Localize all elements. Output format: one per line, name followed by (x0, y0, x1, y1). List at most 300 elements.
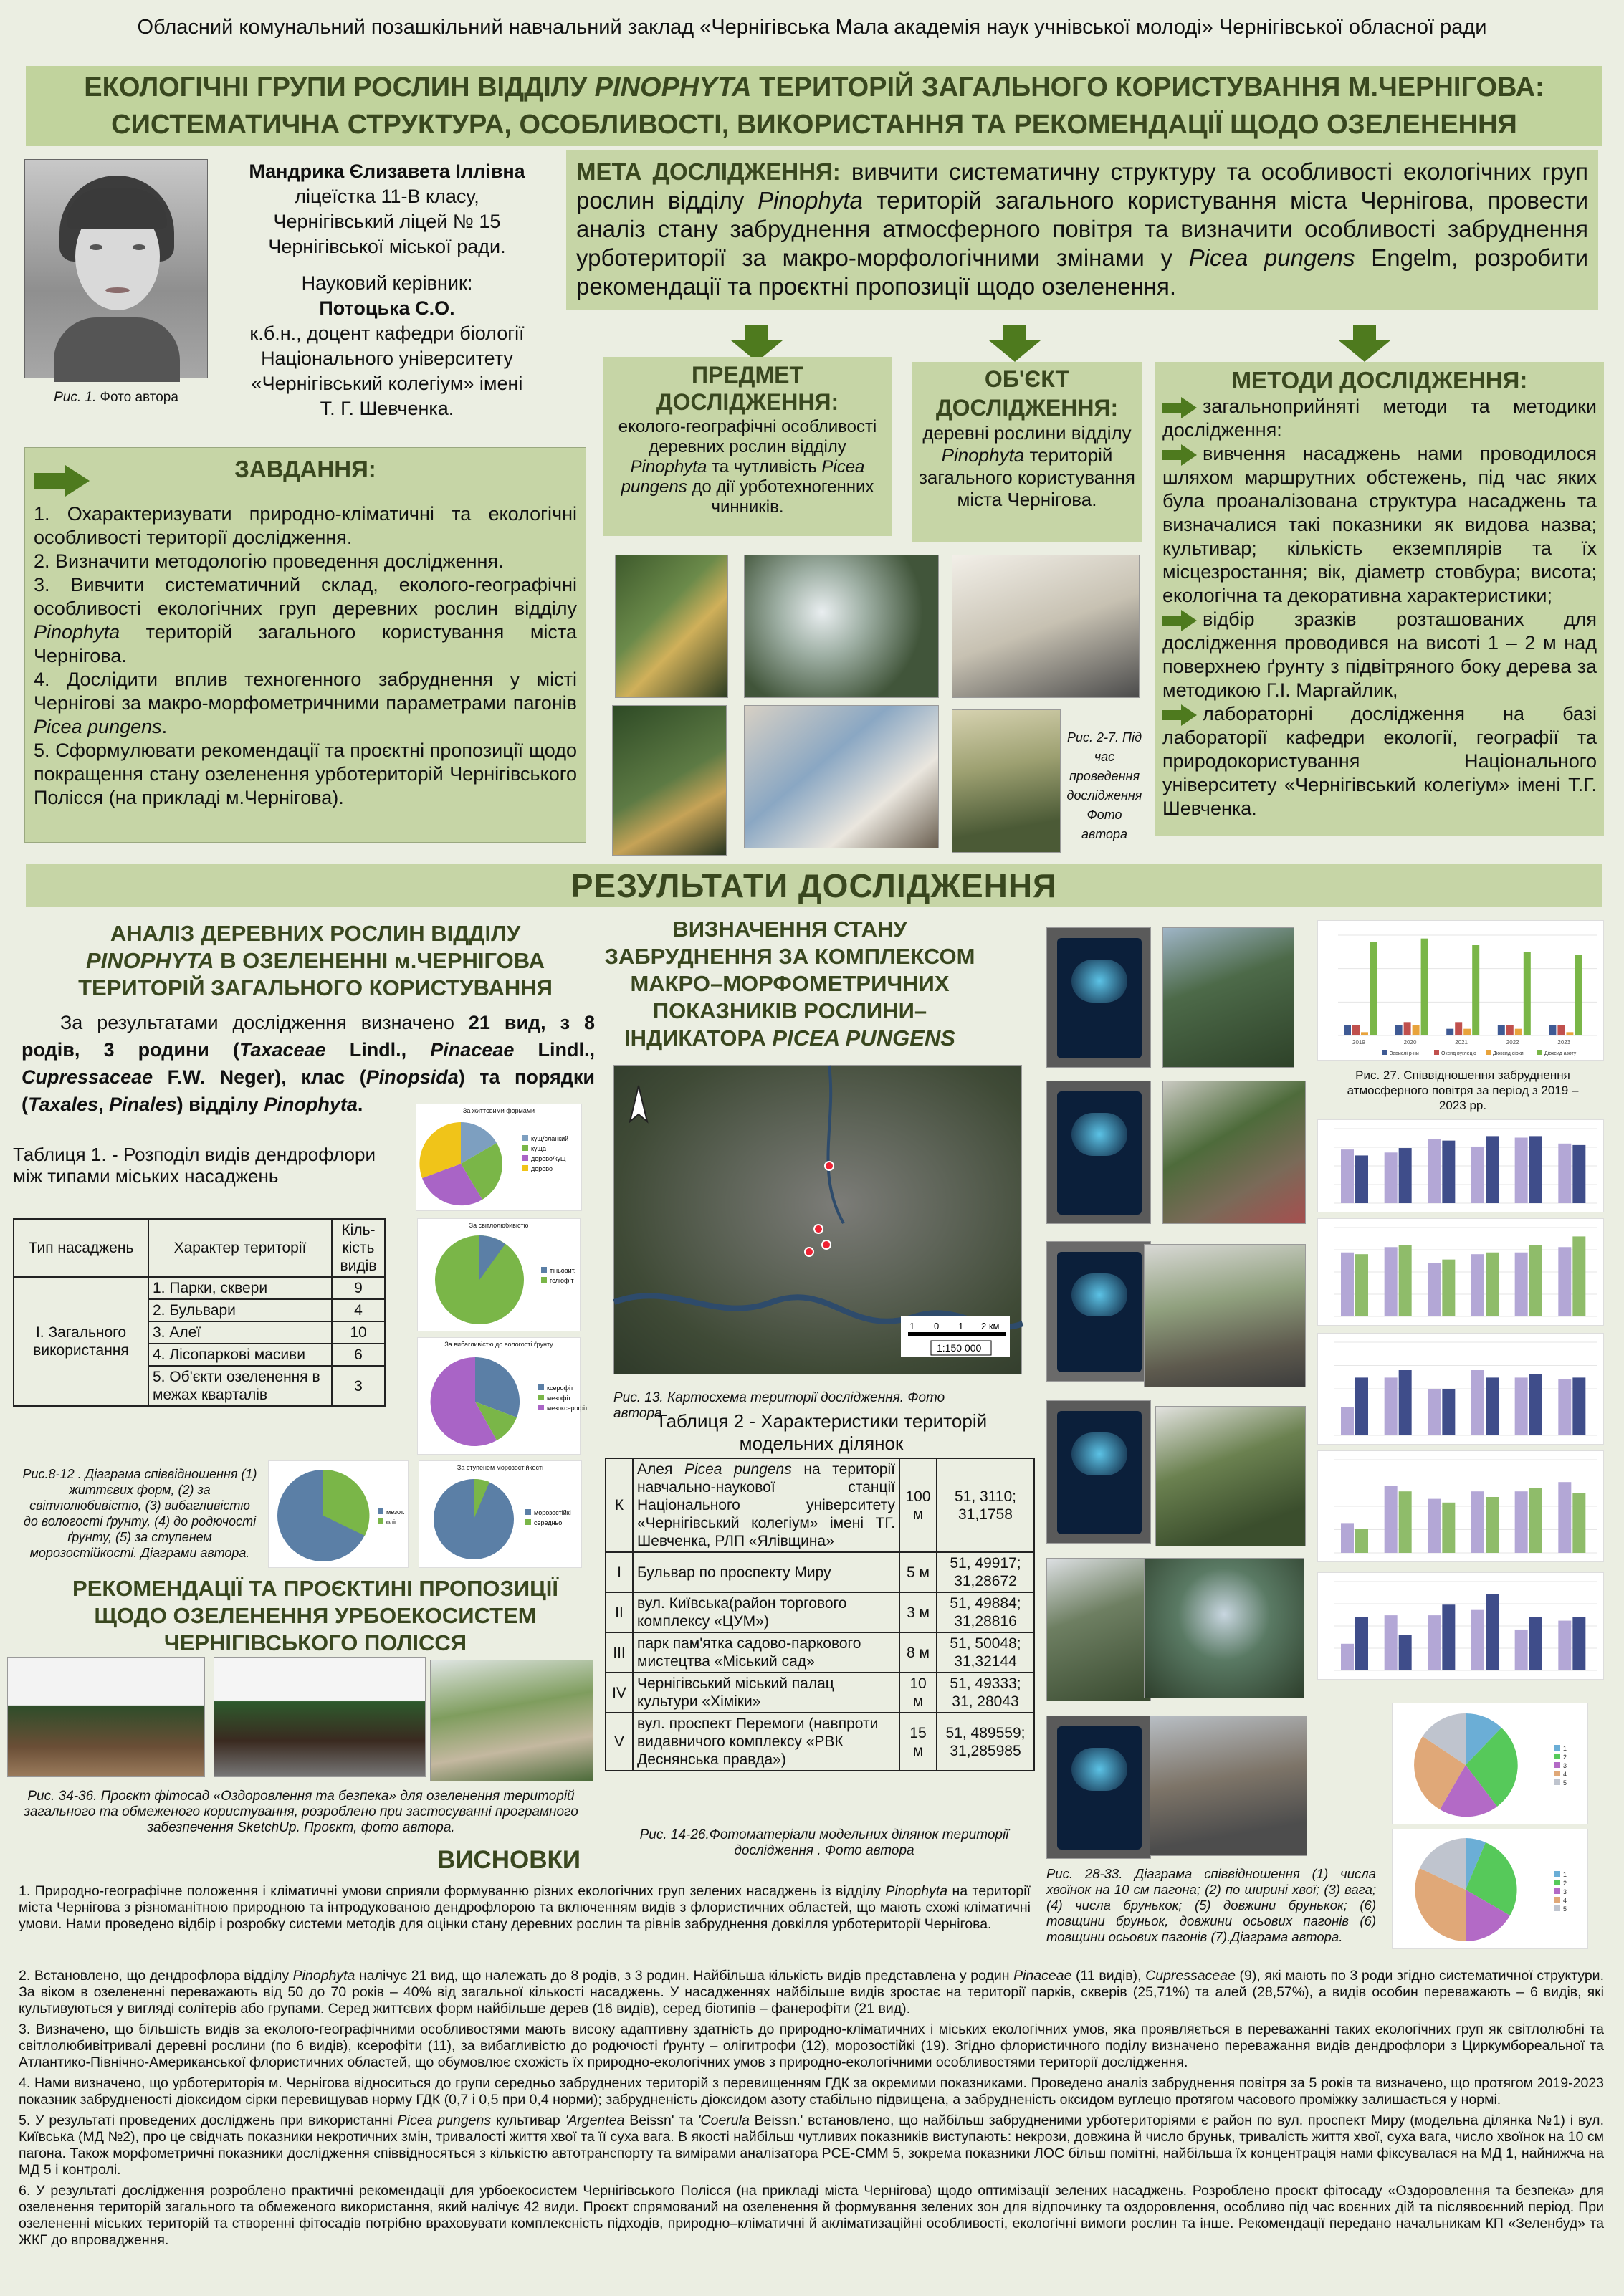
conclusion-5c: Beissn' та (624, 2113, 698, 2128)
table-row (606, 1458, 1034, 1552)
scale-label: 1 (909, 1321, 915, 1331)
state-h5-em: PICEA PUNGENS (772, 1025, 955, 1051)
bar (1355, 1377, 1368, 1435)
bar (1421, 939, 1428, 1035)
bar (1498, 1025, 1505, 1035)
goal-em2: Picea pungens (1188, 244, 1355, 271)
bar (1486, 1377, 1499, 1435)
pie-legend-label: мезофіт (547, 1395, 571, 1402)
bar (1558, 1621, 1571, 1670)
legend-swatch (1554, 1905, 1560, 1911)
model-sites-caption: Рис. 14-26.Фотоматеріали модельних ділянок території дослідження . Фото автора (639, 1827, 1009, 1858)
morphometry-pie-chart-1 (1392, 1703, 1588, 1824)
tasks-header (34, 452, 577, 492)
research-goal (566, 150, 1598, 310)
analysis-dot: . (357, 1094, 363, 1115)
pies-caption: Рис.8-12 . Діаграма співвідношення (1) життєвих форм, (2) за світлолюбивістю, (3) вибагливістю до вологості ґрунту, (4) до родючості ґрунту, (5) за ступенем морозостійкості. Діаграми автора. (22, 1467, 257, 1560)
method-3 (1162, 608, 1597, 702)
model-site-photo (1150, 1716, 1307, 1856)
methods-head: МЕТОДИ ДОСЛІДЖЕННЯ: (1231, 367, 1528, 393)
title-line2: СИСТЕМАТИЧНА СТРУКТУРА, ОСОБЛИВОСТІ, ВИКОРИСТАННЯ ТА РЕКОМЕНДАЦІЇ ЩОДО ОЗЕЛЕНЕННЯ (111, 110, 1517, 140)
task-4 (34, 668, 577, 739)
goal-label: МЕТА ДОСЛІДЖЕННЯ: (576, 158, 841, 185)
legend-label: Завислі р-ни (1390, 1051, 1419, 1056)
bar (1355, 1529, 1368, 1553)
scale-label: 0 (934, 1321, 940, 1331)
morphometry-bar-chart (1317, 1450, 1604, 1562)
table2-r3-desc: парк пам'ятка садово-паркового мистецтва «Міський сад» (633, 1632, 899, 1673)
task-3 (34, 573, 577, 668)
legend-swatch (1554, 1897, 1560, 1903)
supervisor-line2: Національного університету (261, 348, 513, 369)
x-tick-label: 2021 (1455, 1039, 1468, 1046)
table1-caption: Таблиця 1. - Розподіл видів дендрофлори між типами міських насаджень (13, 1144, 376, 1187)
legend-label: 5 (1563, 1779, 1567, 1786)
title-line1-pre: ЕКОЛОГІЧНІ ГРУПИ РОСЛИН ВІДДІЛУ (84, 72, 595, 102)
legend-label: 2 (1563, 1880, 1567, 1887)
task-1: 1. Охарактеризувати природно-кліматичні та екологічні особливості території дослідження. (34, 503, 577, 548)
bar (1572, 1145, 1585, 1203)
recommend-h2: ЩОДО ОЗЕЛЕНЕННЯ УРБОЕКОСИСТЕМ (94, 1603, 537, 1628)
conclusion-2b: налічує 21 вид, що належать до 8 родів, з 3 родин. Найбільша кількість видів представлена у родин (355, 1968, 1014, 1984)
pie-legend (1554, 1871, 1567, 1913)
table-row (606, 1673, 1034, 1713)
research-photo (952, 555, 1140, 698)
x-tick-label: 2020 (1403, 1039, 1417, 1046)
table2-r0-em: Picea pungens (684, 1461, 792, 1478)
bar (1399, 1491, 1412, 1553)
bar (1558, 1482, 1571, 1553)
bar (1515, 1253, 1528, 1316)
state-h3: МАКРО–МОРФОМЕТРИЧНИХ (630, 971, 950, 996)
map-marker (805, 1248, 813, 1256)
bar (1341, 1253, 1354, 1316)
bar (1471, 1254, 1484, 1316)
legend-label: 4 (1563, 1897, 1567, 1904)
table2-r3-id: III (606, 1632, 633, 1673)
analysis-h1: АНАЛІЗ ДЕРЕВНИХ РОСЛИН ВІДДІЛУ (110, 921, 521, 946)
bar (1572, 1617, 1585, 1670)
object-text (912, 422, 1142, 511)
arrow-right-icon (1181, 704, 1197, 726)
legend-label: Діоксид азоту (1544, 1051, 1577, 1056)
bar (1428, 1389, 1441, 1435)
bar (1355, 1254, 1368, 1316)
table2-r5-coord: 51, 489559; 31,285985 (937, 1713, 1034, 1771)
legend-label: 3 (1563, 1888, 1567, 1895)
table2-r5-desc: вул. проспект Перемоги (навпроти видавничого комплексу «РВК Деснянська правда») (633, 1713, 899, 1771)
analysis-heading (22, 920, 609, 1002)
task-3-text-a: 3. Вивчити систематичний склад, еколого-географічні особливості екологічних груп деревних рослин відділу (34, 574, 577, 619)
map-marker (825, 1162, 834, 1170)
analysis-p1-bold: 21 вид, з 8 родів, 3 родини (22, 1012, 595, 1061)
analyzer-photo (1046, 1400, 1151, 1544)
analyzer-photo (1046, 1241, 1151, 1382)
pie-frost (419, 1460, 582, 1568)
conclusion-6: 6. У результаті дослідження розроблено практичні рекомендації для урбоекосистем Чернігівського Полісся (на прикладі міста Чернігова) щодо оптимізації зелених насаджень. Розроблено проєкт фітосаду «Оздоровлення та безпека» для озеленення територій загального та обмеженого використання, який налічує 42 види. Проєкт спрямований на озеленення й формування зелених зон для відпочинку та оздоровлення, особливо під час воєнних дій та післявоєнний період. При озелененні міських територій та створенні фітосадів потрібно враховувати комплексність підходів, природно–кліматичні й акліматизаційні особливості, екологічні вимоги рослин та інше. Рекомендації передано начальникам КП «Зеленбуд» та ЖКГ до впровадження. (19, 2183, 1604, 2248)
phytogarden-photo (430, 1660, 593, 1781)
method-4 (1162, 702, 1597, 821)
legend-swatch (1486, 1050, 1491, 1055)
pollution-chart-caption: Рис. 27. Співвідношення забруднення атмосферного повітря за період з 2019 – 2023 рр. (1347, 1068, 1579, 1112)
table2-r2-desc: вул. Київська(район торгового комплексу «ЦУМ») (633, 1592, 899, 1632)
bar (1428, 1263, 1441, 1316)
task-3-text-b: територій загального користування міста Чернігова. (34, 621, 577, 666)
author-line2: Чернігівський ліцей № 15 (273, 211, 501, 232)
method-1 (1162, 395, 1597, 442)
conclusions-text-wide (19, 1968, 1604, 2253)
table-row (14, 1277, 385, 1299)
bar (1404, 1022, 1411, 1035)
bar (1428, 1139, 1441, 1203)
table1-r5-val: 3 (332, 1366, 385, 1406)
pie-title: За світлолюбивістю (469, 1222, 529, 1229)
pollution-bar-chart (1317, 920, 1604, 1061)
x-tick-label: 2019 (1352, 1039, 1365, 1046)
pie-legend-label: дерево/кущ (531, 1155, 566, 1162)
state-h2: ЗАБРУДНЕННЯ ЗА КОМПЛЕКСОМ (604, 944, 975, 969)
subject-box (603, 357, 892, 536)
object-box (912, 362, 1142, 542)
bar (1486, 1497, 1499, 1553)
author-photo (24, 159, 208, 378)
table2-r5-id: V (606, 1713, 633, 1771)
bar (1341, 1149, 1354, 1203)
legend-label: Оксид вуглецю (1441, 1051, 1476, 1056)
table1-r3-val: 10 (332, 1321, 385, 1344)
legend-label: 4 (1563, 1771, 1567, 1778)
subject-text2: та чутливість (707, 457, 822, 477)
analysis-ord1: Taxales (28, 1094, 99, 1115)
supervisor-name: Потоцька С.О. (319, 297, 455, 319)
arrow-right-icon (1181, 610, 1197, 631)
pie-legend-label: тіньовит. (550, 1267, 576, 1274)
scale-label: 2 км (981, 1321, 1000, 1331)
state-h1: ВИЗНАЧЕННЯ СТАНУ (672, 917, 907, 942)
conclusion-5a: 5. У результаті проведених досліджень при використанні (19, 2113, 398, 2128)
model-site-photo (1046, 1558, 1151, 1701)
conclusion-1b: на території міста Чернігова з різноманітною природною та інтродукованою дендрофлорою та включенням видів з флористичних областей, що мають схожі кліматичні умови. Нами проведено відбір і розробку системи методів для оцінки стану деревних рослин та рівнів забруднення довкілля урботериторії Чернігова. (19, 1883, 1031, 1932)
table2-r0-pre: Алея (637, 1461, 684, 1478)
conclusion-2c: (11 видів), (1071, 1968, 1146, 1984)
morphometry-bar-chart (1317, 1218, 1604, 1326)
table2-r4-coord: 51, 49333; 31, 28043 (937, 1673, 1034, 1713)
arrow-right-icon (1181, 444, 1197, 466)
legend-swatch (1537, 1050, 1542, 1055)
morphometry-caption: Рис. 28-33. Діаграма співвідношення (1) числа хвоїнок на 10 см пагона; (2) по ширині хвої; (3) вага; (4) числа брунькок; (5) довжини брунькок; (6) товщини бруньок, довжини осьових пагонів (6) товщини осьових пагонів (7).Діаграма автора. (1046, 1866, 1376, 1944)
subject-text (603, 416, 892, 519)
bar (1442, 1503, 1455, 1553)
bar (1399, 1635, 1412, 1670)
table2 (605, 1458, 1035, 1771)
analysis-h3: ТЕРИТОРІЙ ЗАГАЛЬНОГО КОРИСТУВАННЯ (78, 975, 553, 1000)
table1-r3-name: 3. Алеї (148, 1321, 332, 1344)
bar (1370, 942, 1377, 1035)
legend-swatch (1554, 1871, 1560, 1877)
table2-r1-id: I (606, 1552, 633, 1592)
morphometry-bar-chart (1317, 1572, 1604, 1680)
research-photo (744, 555, 939, 698)
table2-r4-h: 10 м (899, 1673, 937, 1713)
analysis-p1: За результатами дослідження визначено (60, 1012, 469, 1033)
conclusion-1a: 1. Природно-географічне положення і кліматичні умови сприяли формуванню різних екологічних груп зелених насаджень із відділу (19, 1883, 886, 1899)
bar (1557, 1025, 1565, 1035)
model-site-photo (1162, 927, 1294, 1068)
photo-caption (22, 390, 211, 406)
bar (1385, 1247, 1398, 1316)
title-line1-post: ТЕРИТОРІЙ ЗАГАЛЬНОГО КОРИСТУВАННЯ М.ЧЕРНІГОВА: (751, 72, 1544, 102)
conclusion-2e: Pinophyta (292, 1968, 355, 1984)
analysis-div: Pinophyta (264, 1094, 358, 1115)
pie-legend-label: середньо (534, 1519, 563, 1526)
legend-label: Діоксид сірки (1493, 1051, 1524, 1056)
photos-caption: Рис. 2-7. Під час проведення дослідження Фото автора (1066, 730, 1142, 841)
table2-r2-id: II (606, 1592, 633, 1632)
table2-r1-coord: 51, 49917; 31,28672 (937, 1552, 1034, 1592)
analysis-fam3-auth: F.W. Neger), клас ( (153, 1066, 366, 1088)
bar (1399, 1370, 1412, 1435)
pie-legend-label: дерево (531, 1165, 553, 1172)
legend-label: 5 (1563, 1905, 1567, 1913)
object-text1: деревні рослини відділу (922, 422, 1132, 444)
supervisor-line4: Т. Г. Шевченка. (320, 398, 454, 419)
arrow-down-icon (989, 340, 1041, 362)
table2-r1-desc: Бульвар по проспекту Миру (633, 1552, 899, 1592)
task-4-text-a: 4. Дослідити вплив техногенного забруднення у місті Чернігові за макро-морфометричними параметрами пагонів (34, 669, 577, 714)
title-line1-em: PINOPHYTA (594, 72, 752, 102)
bar (1566, 1032, 1573, 1035)
bar (1399, 1148, 1412, 1203)
method-2-text: вивчення насаджень нами проводилося шляхом маршрутних обстежень, під час яких була проаналізована структура насаджень та визначалися такі показники як видова назва; культивар; кількість екземплярів та їх місцезростання; вік, діаметр стовбура; висота; екологічна та декоративна характеристики; (1162, 443, 1597, 606)
bar (1515, 1377, 1528, 1435)
table2-r3-coord: 51, 50048; 31,32144 (937, 1632, 1034, 1673)
subject-text3: до дії урботехногенних чинників. (687, 477, 874, 517)
bar (1442, 1260, 1455, 1316)
conclusion-5 (19, 2113, 1604, 2178)
arrow-down-icon (1339, 340, 1390, 362)
table2-r0-coord: 51, 3110; 31,1758 (937, 1458, 1034, 1552)
task-4-text-b: . (161, 716, 168, 737)
map-marker (822, 1240, 831, 1249)
bar (1341, 1407, 1354, 1435)
bar (1529, 1374, 1542, 1435)
institution-header: Обласний комунальний позашкільний навчальний заклад «Чернігівська Мала академія наук учнівської молоді» Чернігівської обласної ради (137, 16, 1487, 39)
conclusion-1e: Pinophyta (885, 1883, 948, 1899)
table1-r1-val: 9 (332, 1277, 385, 1299)
goal-text3: Engelm, розробити рекомендації та проєктні пропозиції щодо озеленення. (576, 244, 1589, 300)
bar (1385, 1377, 1398, 1435)
pie-light (417, 1218, 581, 1331)
table2-r0-post: на території навчально-наукової станції Національного університету «Чернігівський колегіум» імені ТГ. Шевченка, РЛП «Ялівщина» (637, 1461, 895, 1549)
model-site-photo (1144, 1558, 1304, 1698)
table2-r3-h: 8 м (899, 1632, 937, 1673)
analyzer-photo (1046, 927, 1151, 1068)
conclusions-text (19, 1883, 1031, 1937)
subject-em1: Pinophyta (630, 457, 707, 477)
table1-r4-name: 4. Лісопаркові масиви (148, 1344, 332, 1366)
legend-swatch (1382, 1050, 1387, 1055)
table2-r2-coord: 51, 49884; 31,28816 (937, 1592, 1034, 1632)
legend-swatch (1554, 1779, 1560, 1785)
pie-legend-label: куща (531, 1145, 546, 1152)
bar (1472, 945, 1479, 1035)
recommend-h3: ЧЕРНІГІВСЬКОГО ПОЛІССЯ (163, 1630, 467, 1655)
legend-swatch (1554, 1762, 1560, 1768)
pie-chart-svg (418, 1230, 581, 1330)
table1 (13, 1218, 386, 1407)
bar (1506, 1025, 1514, 1035)
pie-chart-svg (418, 1349, 588, 1453)
bar (1355, 1617, 1368, 1670)
bar (1385, 1152, 1398, 1203)
conclusion-5e: Picea pungens (397, 2113, 492, 2128)
author-line3: Чернігівської міської ради. (268, 236, 506, 257)
tasks-head: ЗАВДАННЯ: (234, 456, 376, 482)
analyzer-photo (1046, 1716, 1151, 1859)
table2-r4-id: IV (606, 1673, 633, 1713)
pie-legend-label: мезот. (386, 1508, 405, 1516)
object-em1: Pinophyta (941, 444, 1025, 466)
bar (1344, 1025, 1351, 1035)
bar (1361, 1032, 1368, 1035)
pie-moisture (417, 1337, 588, 1455)
recommend-h1: РЕКОМЕНДАЦІЇ ТА ПРОЄКТИНІ ПРОПОЗИЦІЇ (72, 1576, 558, 1601)
state-h4: ПОКАЗНИКІВ РОСЛИНИ– (652, 998, 927, 1023)
task-3-em: Pinophyta (34, 621, 120, 643)
object-text2: територій загального користування міста Чернігова. (919, 444, 1135, 510)
model-site-photo (1162, 1081, 1306, 1224)
conclusion-2 (19, 1968, 1604, 2017)
bar (1442, 1604, 1455, 1670)
bar (1572, 1236, 1585, 1316)
bar (1524, 952, 1531, 1035)
bar (1385, 1486, 1398, 1553)
analysis-fam2-auth: Lindl., (514, 1039, 595, 1061)
table-row (606, 1592, 1034, 1632)
bar (1486, 1594, 1499, 1670)
table1-r2-val: 4 (332, 1299, 385, 1321)
legend-swatch (1554, 1888, 1560, 1894)
table2-r0-desc (633, 1458, 899, 1552)
pie-life-forms (416, 1104, 582, 1211)
research-photo (952, 709, 1061, 853)
bar (1471, 1491, 1484, 1553)
object-head: ОБ'ЄКТ ДОСЛІДЖЕННЯ: (935, 366, 1119, 421)
conclusion-3: 3. Визначено, що більшість видів за еколого-географічними особливостями мають високу адаптивну здатність до природно-кліматичних і міських екологічних умов, яка проявляється в переважанні таких екологічних груп як світлолюбні та світлолюбивітривалі деревні рослини (по 6 видів), ксерофіти (11), за вибагливістю до родючості ґрунту – олігитрофи (12), морозостійкі (19). Згідно флористичного поділу визначено переважання видів дендрофлори з Циркумбореальної та Атлантико-Північно-Американської флористичних областей, що обумовлює схожість їх природно-екологічних умов з природно-екологічними особливостями території дослідження. (19, 2022, 1604, 2070)
bar (1515, 1491, 1528, 1553)
conclusion-5e3: 'Coerula (697, 2113, 750, 2128)
tasks-box (24, 447, 586, 843)
morphometry-bar-chart (1317, 1333, 1604, 1445)
research-photo (612, 705, 727, 856)
morphometry-bar-chart (1317, 1119, 1604, 1212)
north-arrow-icon (630, 1086, 647, 1121)
bar (1558, 1379, 1571, 1435)
subject-em2: Picea pungens (621, 457, 865, 497)
analysis-end: ) відділу (176, 1094, 264, 1115)
legend-swatch (1554, 1754, 1560, 1759)
table1-group: І. Загального використання (14, 1277, 148, 1406)
pie-legend-label: оліг. (386, 1518, 398, 1526)
analysis-ord0: ) та порядки ( (22, 1066, 595, 1115)
research-photo (615, 555, 728, 698)
recommend-heading (22, 1575, 609, 1657)
bar (1399, 1245, 1412, 1316)
pie-chart-svg (416, 1115, 583, 1208)
bar (1515, 1630, 1528, 1670)
bar (1471, 1147, 1484, 1203)
table1-r1-name: 1. Парки, сквери (148, 1277, 332, 1299)
table-row (606, 1552, 1034, 1592)
bar (1572, 1377, 1585, 1435)
analysis-paragraph: За результатами дослідження визначено 21 вид, з 8 родів, 3 родини (Taxaceae Lindl., Pinaceae Lindl., Cupressaceae F.W. Neger), клас (Pinopsida) та порядки (Taxales, Pinales) відділу Pinophyta. (22, 1012, 595, 1115)
bar (1341, 1644, 1354, 1670)
study-area-map (613, 1065, 1022, 1374)
table-row (606, 1713, 1034, 1771)
legend-label: 1 (1563, 1871, 1567, 1878)
pie-title: За життєвими формами (462, 1107, 535, 1114)
phytogarden-render-2 (214, 1657, 426, 1777)
bar (1558, 1247, 1571, 1316)
bar (1486, 1253, 1499, 1316)
analysis-fam2: Pinaceae (430, 1039, 515, 1061)
analysis-ord2: Pinales (109, 1094, 177, 1115)
task-2: 2. Визначити методологію проведення дослідження. (34, 550, 504, 572)
pie-title: За вибагливістю до вологості ґрунту (444, 1341, 553, 1348)
poster-title (26, 66, 1602, 146)
conclusion-2e2: Pinaceae (1013, 1968, 1072, 1984)
analysis-h2: В ОЗЕЛЕНЕННІ м.ЧЕРНІГОВА (214, 948, 545, 973)
bar (1442, 1141, 1455, 1203)
table1-r5-name: 5. Об'єкти озеленення в межах кварталів (148, 1366, 332, 1406)
goal-text1: вивчити систематичну структуру та особливості екологічних груп рослин відділу (576, 158, 1588, 214)
legend-swatch (1554, 1745, 1560, 1751)
bar (1385, 1615, 1398, 1670)
bar (1549, 1025, 1556, 1035)
phytogarden-render-1 (7, 1657, 205, 1777)
bar (1529, 1245, 1542, 1316)
supervisor-label: Науковий керівник: (301, 272, 473, 294)
table2-r4-desc: Чернігівський міський палац культури «Хіміки» (633, 1673, 899, 1713)
x-tick-label: 2023 (1557, 1039, 1571, 1046)
map-marker (814, 1225, 823, 1233)
table1-r4-val: 6 (332, 1344, 385, 1366)
conclusion-5d: Beissn.' встановлено, що найбільш забрудненими урботериторіями є район по вул. проспект Миру (модельна ділянка №1) і вул. Київська (МД №2), про це свідчать показники некротичних змін, тривалості життя хвої та її суха вага. В якості найбільш чутливих показників виступають: некрози, довжина й число бруньк, тривалість життя хвої, суха вага, число хвоїнок на 10 см пагона. Також морфометричні показники дослідження співвідносяться з кількістю автотранспорту та вимірами аналізатора PCE-CMM 5, зокрема показники ЛОС більш помітні, найбільша їх концентрація нами фіксувалася на МД 1, найнижча на МД 5 і контролі. (19, 2113, 1604, 2178)
map-svg (614, 1066, 1023, 1375)
bar (1529, 1617, 1542, 1670)
results-title: РЕЗУЛЬТАТИ ДОСЛІДЖЕННЯ (26, 864, 1602, 907)
conclusion-2e3: Cupressaceae (1145, 1968, 1236, 1984)
bar (1471, 1610, 1484, 1670)
conclusion-1 (19, 1883, 1031, 1933)
goal-em1: Pinophyta (758, 187, 863, 214)
bar (1341, 1523, 1354, 1553)
subject-text1: еколого-географічні особливості деревних рослин відділу (618, 417, 877, 456)
method-2 (1162, 442, 1597, 608)
conclusions-head: ВИСНОВКИ (436, 1846, 581, 1874)
photo-caption-text: Фото автора (96, 390, 178, 405)
bar (1428, 1615, 1441, 1670)
bar (1529, 1488, 1542, 1553)
scale-label: 1 (958, 1321, 964, 1331)
method-1-text: загальноприйняті методи та методики дослідження: (1162, 396, 1597, 441)
legend-swatch (1434, 1050, 1439, 1055)
bar (1575, 955, 1582, 1035)
bar (1515, 1137, 1528, 1203)
task-5: 5. Сформулювати рекомендації та проєктні пропозиції щодо покращення стану озеленення урботериторій Чернігівського Полісся (на прикладі м.Чернігова). (34, 740, 577, 808)
table2-caption: Таблиця 2 - Характеристики територій модельних ділянок (655, 1410, 988, 1454)
table1-h3: Кіль-кість видів (332, 1219, 385, 1277)
